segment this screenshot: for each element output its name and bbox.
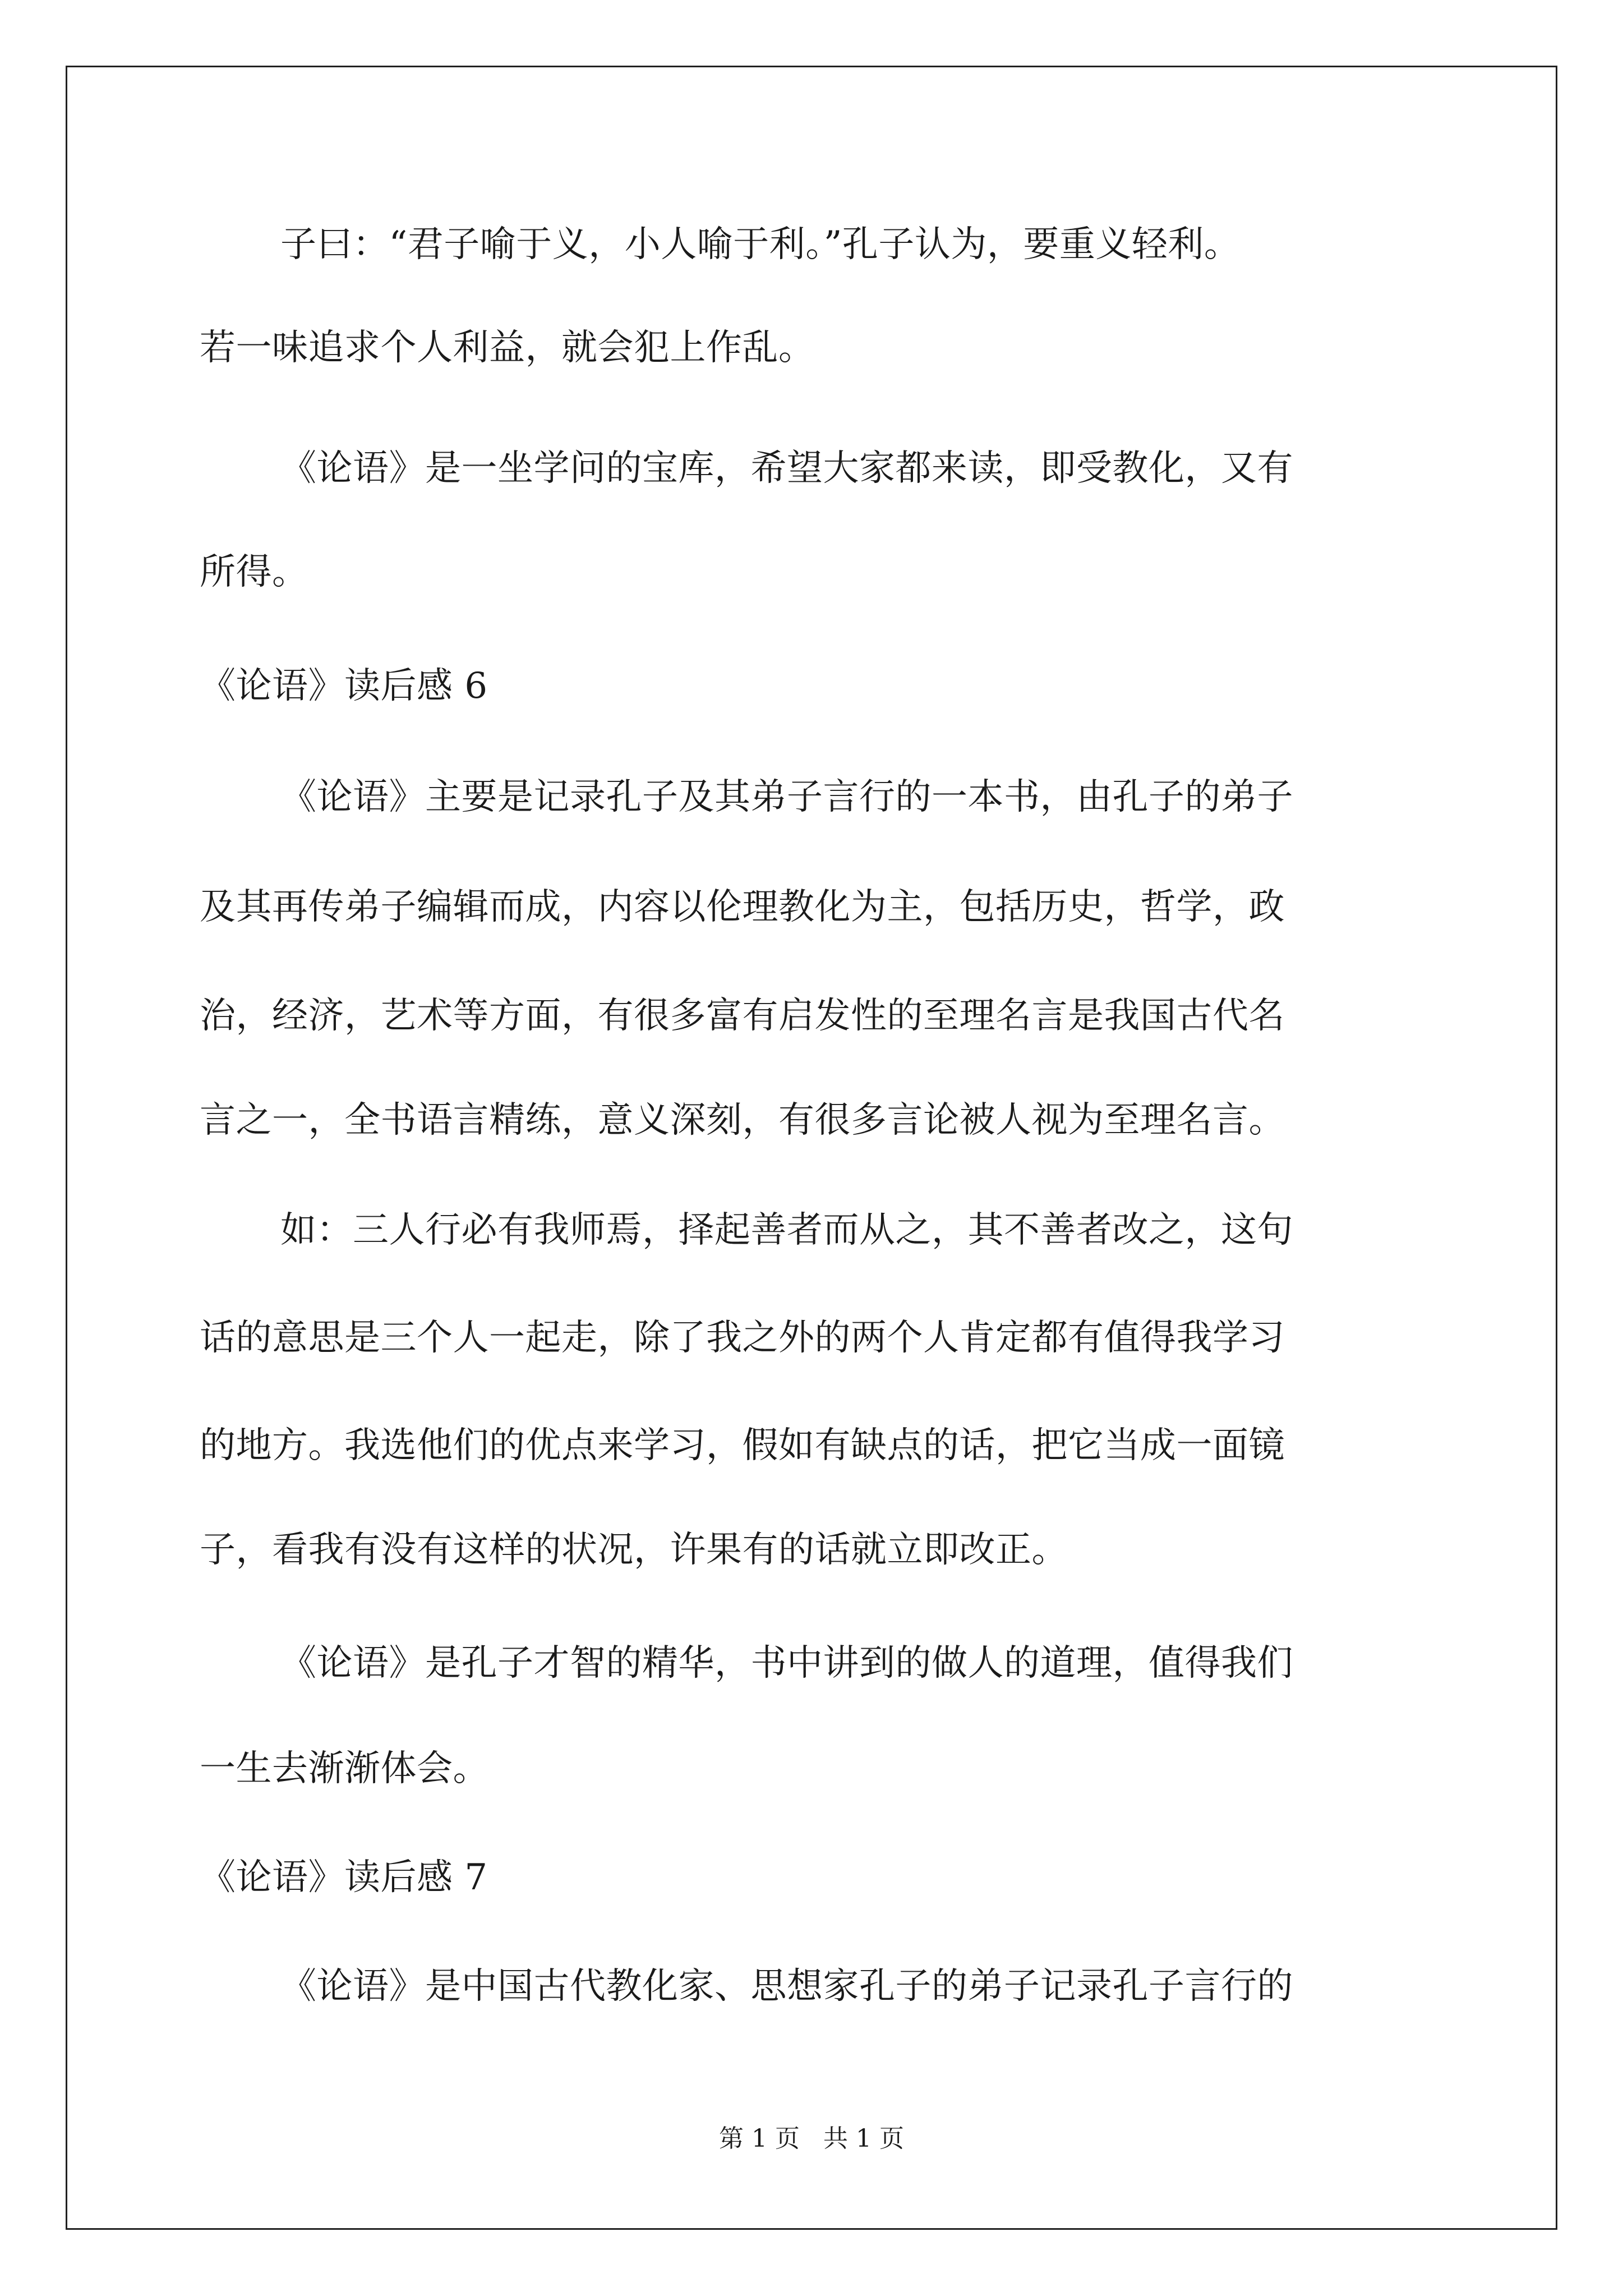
paragraph-line: 话的意思是三个人一起走，除了我之外的两个人肯定都有值得我学习 xyxy=(200,1317,1285,1359)
paragraph-line: 若一味追求个人利益，就会犯上作乱。 xyxy=(200,327,815,369)
paragraph-line: 的地方。我选他们的优点来学习，假如有缺点的话，把它当成一面镜 xyxy=(200,1425,1285,1466)
paragraph-line: 《论语》主要是记录孔子及其弟子言行的一本书，由孔子的弟子 xyxy=(280,776,1293,818)
section-heading: 《论语》读后感 6 xyxy=(200,665,488,707)
paragraph-line: 《论语》是孔子才智的精华，书中讲到的做人的道理，值得我们 xyxy=(280,1642,1293,1684)
paragraph-line: 治，经济，艺术等方面，有很多富有启发性的至理名言是我国古代名 xyxy=(200,995,1285,1037)
page-border xyxy=(66,66,1557,2230)
paragraph-line: 言之一，全书语言精练，意义深刻，有很多言论被人视为至理名言。 xyxy=(200,1099,1285,1141)
paragraph-line: 《论语》是一坐学问的宝库，希望大家都来读，即受教化，又有 xyxy=(280,448,1293,489)
paragraph-line: 子曰：“君子喻于义，小人喻于利。”孔子认为，要重义轻利。 xyxy=(280,224,1241,265)
section-heading: 《论语》读后感 7 xyxy=(200,1857,488,1898)
paragraph-line: 所得。 xyxy=(200,551,308,593)
paragraph-line: 《论语》是中国古代教化家、思想家孔子的弟子记录孔子言行的 xyxy=(280,1966,1293,2007)
paragraph-line: 及其再传弟子编辑而成，内容以伦理教化为主，包括历史，哲学，政 xyxy=(200,886,1285,928)
page-footer: 第 1 页 共 1 页 xyxy=(719,2124,904,2153)
paragraph-line: 一生去渐渐体会。 xyxy=(200,1748,489,1789)
paragraph-line: 子，看我有没有这样的状况，许果有的话就立即改正。 xyxy=(200,1529,1068,1571)
paragraph-line: 如：三人行必有我师焉，择起善者而从之，其不善者改之，这句 xyxy=(280,1209,1293,1251)
